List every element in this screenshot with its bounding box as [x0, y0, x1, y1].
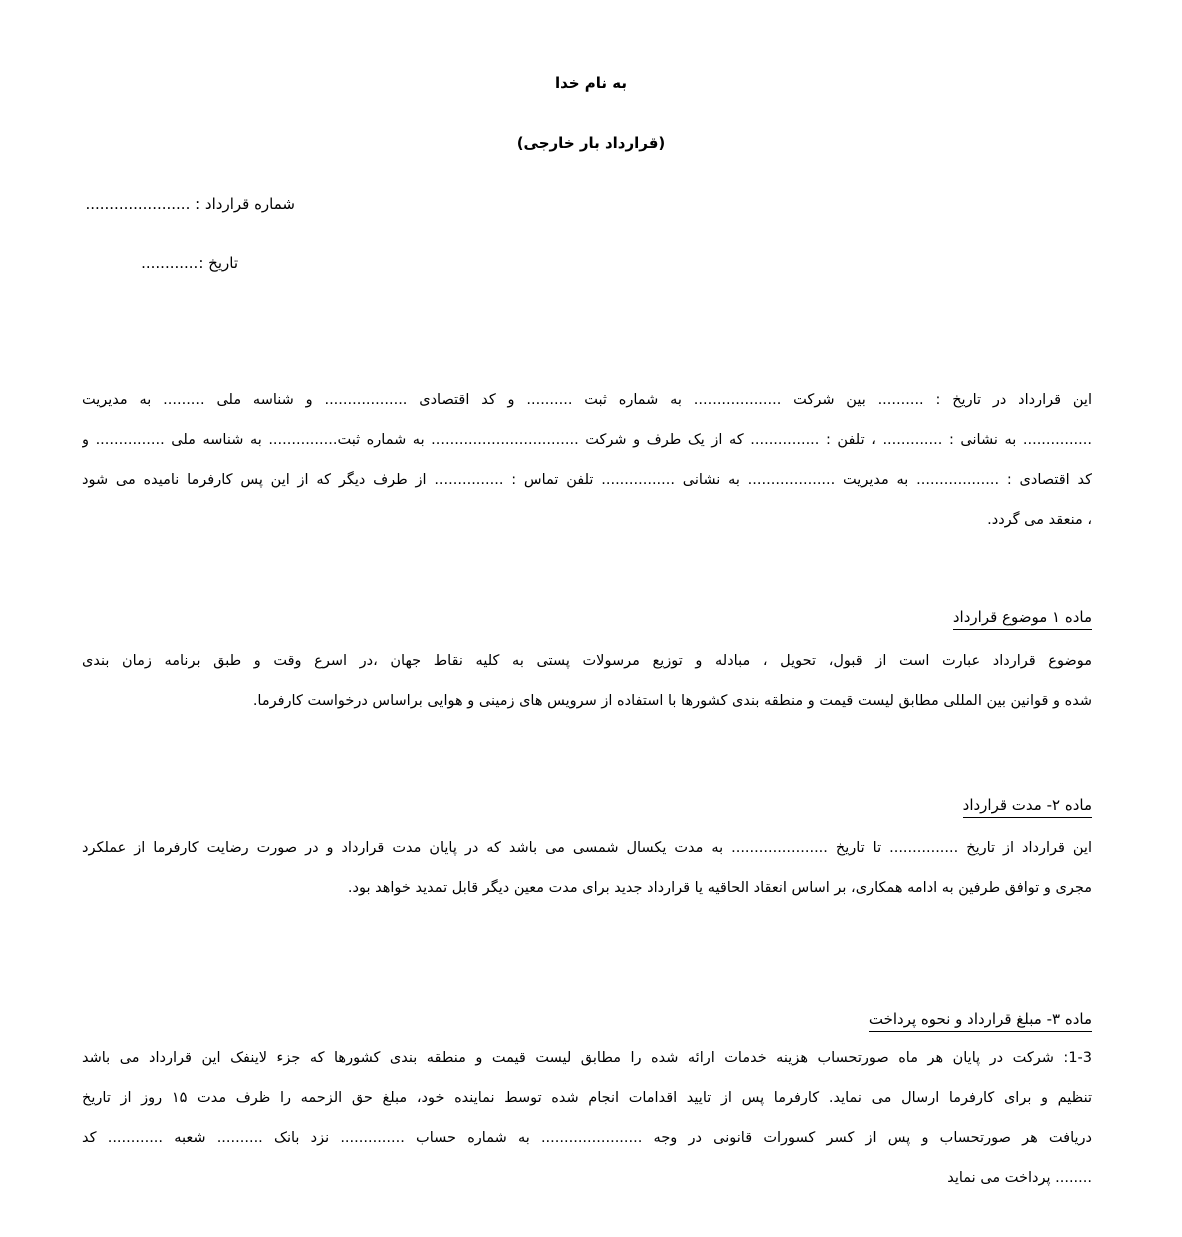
article-2-heading: ماده ۲- مدت قرارداد [963, 796, 1092, 818]
article-1-paragraph [82, 641, 1092, 721]
article-1-heading: ماده ۱ موضوع قرارداد [953, 608, 1092, 630]
document-title: (قرارداد بار خارجی) [516, 134, 666, 152]
contract-number-field: شماره قرارداد : ...................... [85, 195, 295, 213]
article-1-line: موضوع قرارداد عبارت است از قبول، تحویل ، مبادله و توزیع مرسولات پستی به کلیه نقاط جهان ،در اسرع وقت و طبق برنامه زمان بندی [82, 653, 1092, 669]
article-2-line: مجری و توافق طرفین به ادامه همکاری، بر اساس انعقاد الحاقیه یا قرارداد جدید برای مدت معین دیگر قابل تمدید خواهد بود. [347, 880, 1092, 896]
article-3-heading: ماده ۳- مبلغ قرارداد و نحوه پرداخت [869, 1010, 1092, 1032]
intro-line: کد اقتصادی : .................. به مدیریت ................... به نشانی ................ تلفن تماس : ............... از طرف دیگر که از این پس کارفرما نامیده می شود [82, 472, 1092, 488]
article-3-paragraph [82, 1038, 1092, 1198]
intro-line: این قرارداد در تاریخ : .......... بین شرکت ................... به شماره ثبت .......... و کد اقتصادی .................. و شناسه ملی ......... به مدیریت [82, 392, 1092, 408]
intro-line: ............... به نشانی : ............. ، تلفن : ............... که از یک طرف و شرکت ................................ به شماره ثبت............... به شناسه ملی ............... و [82, 432, 1092, 448]
contract-date-field: تاریخ :............ [141, 254, 238, 272]
article-1-line: شده و قوانین بین المللی مطابق لیست قیمت و منطقه بندی کشورها با استفاده از سرویس های زمینی و هوایی براساس درخواست کارفرما. [252, 693, 1092, 709]
article-3-line: دریافت هر صورتحساب و پس از کسر کسورات قانونی در وجه ...................... به شماره حساب .............. نزد بانک .......... شعبه ............ کد [82, 1130, 1092, 1146]
article-3-line: 1-3: شرکت در پایان هر ماه صورتحساب هزینه خدمات ارائه شده را مطابق لیست قیمت و منطقه بندی کشورها که جزء لاینفک این قرارداد می باشد [82, 1050, 1092, 1066]
intro-line: ، منعقد می گردد. [987, 512, 1092, 528]
article-2-line: این قرارداد از تاریخ ............... تا تاریخ ..................... به مدت یکسال شمسی می باشد که در پایان مدت قرارداد و در صورت رضایت کارفرما از عملکرد [82, 840, 1092, 856]
bismillah-heading: به نام خدا [554, 74, 628, 92]
article-3-line: ........ پرداخت می نماید [947, 1170, 1092, 1186]
article-3-line: تنظیم و برای کارفرما ارسال می نماید. کارفرما پس از تایید اقدامات انجام شده توسط نماینده خود، مبلغ حق الزحمه را ظرف مدت ۱۵ روز از تاریخ [82, 1090, 1092, 1106]
intro-paragraph [82, 380, 1092, 540]
article-2-paragraph [82, 828, 1092, 908]
